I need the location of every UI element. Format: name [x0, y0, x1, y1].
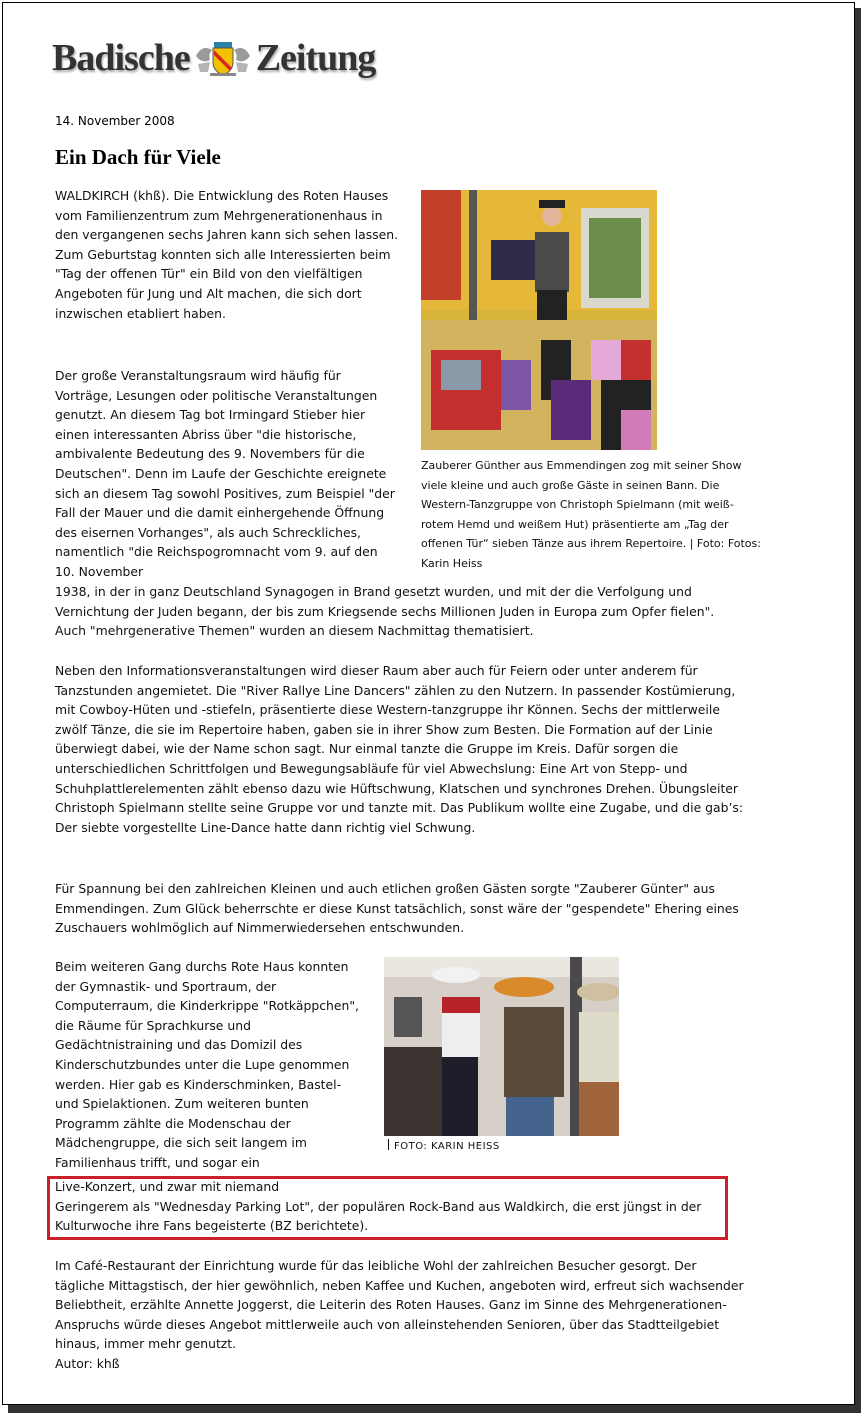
coat-of-arms-icon: [192, 38, 254, 78]
masthead-right-word: Zeitung: [255, 37, 376, 79]
paragraph-6-block: [55, 1256, 745, 1374]
author-line: Autor: khß: [55, 1355, 120, 1371]
paragraph-2-wide-block: [55, 582, 745, 641]
paragraph-2-wide: 1938, in der in ganz Deutschland Synagogen in Brand gesetzt wurden, und mit der die Verfolgung und Vernichtung der Juden begann, der bis zum Kriegsende sechs Millionen Juden in Europa zum Opfer fielen". Auch "mehrgenerative Themen" wurden an diesem Nachmittag thematisiert.: [55, 584, 715, 639]
paragraph-5-highlight-block: [55, 1177, 745, 1236]
page-shadow-bottom: [8, 1405, 861, 1413]
paragraph-intro: [55, 186, 400, 323]
page-shadow-right: [855, 8, 861, 1413]
paragraph-6: Im Café-Restaurant der Einrichtung wurde für das leibliche Wohl der zahlreichen Besucher gesorgt. Der tägliche Mittagstisch, der hier gewöhnlich, neben Kaffee und Kuchen, angeboten wird, erfreut sich wachsender Beliebtheit, erzählte Annette Joggerst, die Leiterin des Roten Hauses. Ganz im Sinne des Mehrgenerationen-Anspruchs würde dieses Angebot mittlerweile auch von alleinstehenden Senioren, über das Stadtteilgebiet hinaus, immer mehr genutzt.: [55, 1258, 744, 1352]
paragraph-1: WALDKIRCH (khß). Die Entwicklung des Roten Hauses vom Familienzentrum zum Mehrgenerationenhaus in den vergangenen sechs Jahren kann sich sehen lassen. Zum Geburtstag konnten sich alle Interessierten beim "Tag der offenen Tür" ein Bild von den vielfältigen Angeboten für Jung und Alt machen, die sich dort inzwischen etabliert haben.: [55, 188, 399, 321]
paragraph-5-narrow-block: [55, 957, 365, 1173]
photo-2-caption-text: FOTO: KARIN HEISS: [394, 1141, 500, 1152]
paragraph-2-narrow-block: [55, 366, 400, 582]
paragraph-5-highlight-line1: Live-Konzert, und zwar mit niemand: [55, 1179, 280, 1194]
photo-magician-with-children: [421, 190, 657, 450]
photo-2-caption: [388, 1139, 500, 1152]
paragraph-3: Neben den Informationsveranstaltungen wird dieser Raum aber auch für Feiern oder unter anderem für Tanzstunden angemietet. Die "River Rallye Line Dancers" zählen zu den Nutzern. In passender Kostümierung, mit Cowboy-Hüten und -stiefeln, präsentierte diese Western-tanzgruppe ihr Können. Sechs der mittlerweile zwölf Tänze, die sie im Repertoire haben, gaben sie in ihrer Show zum Besten. Die Formation auf der Linie überwiegt dabei, wie der Name schon sagt. Nur einmal tanzte die Gruppe im Kreis. Dafür sorgen die unterschiedlichen Schrittfolgen und Bewegungsabläufe für viel Abwechslung: Eine Art von Stepp- und Schuhplattlerelementen zählt ebenso dazu wie Hüftschwung, Klatschen und synchrones Drehen. Übungsleiter Christoph Spielmann stellte seine Gruppe vor und tanzte mit. Das Publikum wollte eine Zugabe, und die gab’s: Der siebte vorgestellte Line-Dance hatte dann richtig viel Schwung.: [55, 663, 744, 835]
paragraph-4: Für Spannung bei den zahlreichen Kleinen und auch etlichen großen Gästen sorgte "Zauberer Günter" aus Emmendingen. Zum Glück beherrschte er diese Kunst tatsächlich, sonst wäre der "gespendete" Ehering eines Zuschauers wohlmöglich auf Nimmerwiedersehen entschwunden.: [55, 881, 739, 936]
masthead-logo: [52, 36, 375, 80]
paragraph-4-block: [55, 879, 745, 938]
paragraph-5-narrow: Beim weiteren Gang durchs Rote Haus konnten der Gymnastik- und Sportraum, der Computerraum, die Kinderkrippe "Rotkäppchen", die Räume für Sprachkurse und Gedächtnistraining und das Domizil des Kinderschutzbundes unter die Lupe genommen werden. Hier gab es Kinderschminken, Bastel- und Spielaktionen. Zum weiteren bunten Programm zählte die Modenschau der Mädchengruppe, die sich seit langem im Familienhaus trifft, und sogar ein: [55, 959, 359, 1170]
paragraph-2-narrow: Der große Veranstaltungsraum wird häufig für Vorträge, Lesungen oder politische Veranstaltungen genutzt. An diesem Tag bot Irmingard Stieber hier einen interessanten Abriss über "die historische, ambivalente Bedeutung des 9. Novembers für die Deutschen". Denn im Laufe der Geschichte ereignete sich an diesem Tag sowohl Positives, zum Beispiel "der Fall der Mauer und die damit einhergehende Öffnung des eisernen Vorhanges", als auch Schreckliches, namentlich "die Reichspogromnacht vom 9. auf den 10. November: [55, 368, 395, 579]
photo-1-caption: Zauberer Günther aus Emmendingen zog mit seiner Show viele kleine und auch große Gäste in seinen Bann. Die Western-Tanzgruppe von Christoph Spielmann (mit weiß-rotem Hemd und weißem Hut) präsentierte am „Tag der offenen Tür“ sieben Tänze aus ihrem Repertoire. | Foto: Fotos: Karin Heiss: [421, 459, 761, 570]
masthead-left-word: Badische: [52, 37, 190, 79]
caption-separator: [388, 1139, 389, 1150]
paragraph-5-highlight-rest: Geringerem als "Wednesday Parking Lot", der populären Rock-Band aus Waldkirch, die erst jüngst in der Kulturwoche ihre Fans begeisterte (BZ berichtete).: [55, 1198, 702, 1234]
photo-line-dancers: [384, 957, 619, 1136]
article-date: 14. November 2008: [55, 114, 175, 128]
paragraph-3-block: [55, 661, 745, 837]
article-headline: Ein Dach für Viele: [55, 145, 221, 169]
